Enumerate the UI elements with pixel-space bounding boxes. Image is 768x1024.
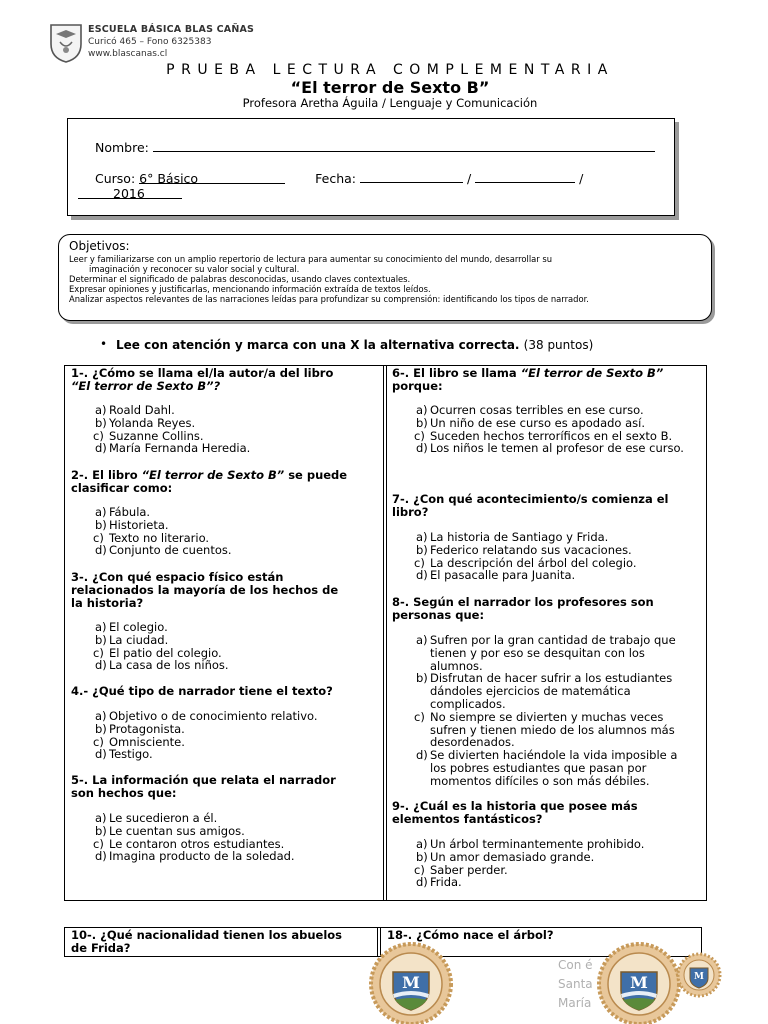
- footer-text: [558, 956, 593, 1013]
- question-10: [71, 929, 342, 955]
- question-3-line3: la historia?: [71, 595, 144, 610]
- objectives-heading: Objetivos:: [69, 239, 130, 253]
- instruction-text: Lee con atención y marca con una X la alternativa correcta.: [116, 338, 520, 352]
- question-5-options: [71, 812, 371, 863]
- page-title: PRUEBA LECTURA COMPLEMENTARIA: [166, 62, 614, 78]
- option-9b[interactable]: b) Un amor demasiado grande.: [416, 849, 595, 864]
- option-2b[interactable]: b) Historieta.: [95, 517, 169, 532]
- question-9-line2: elementos fantásticos?: [392, 811, 543, 826]
- question-9: [392, 800, 697, 826]
- footer-word-3: María: [558, 996, 592, 1010]
- question-3-line1: 3-. ¿Con qué espacio físico están: [71, 570, 284, 584]
- date-sep-2: /: [579, 171, 584, 186]
- option-8b[interactable]: b) Disfrutan de hacer sufrir a los estudiantes dándoles ejercicios de matemática complicados.: [416, 671, 673, 711]
- question-1-options: [71, 404, 371, 455]
- question-10-line1: 10-. ¿Qué nacionalidad tienen los abuelos: [71, 928, 343, 942]
- school-seal-small: [676, 952, 722, 998]
- option-1c[interactable]: c) Suzanne Collins.: [93, 428, 204, 443]
- footer-word-1: Con é: [558, 958, 593, 972]
- name-field[interactable]: [153, 139, 655, 152]
- question-2-book: “El terror de Sexto B”: [141, 468, 285, 482]
- question-5-line1: 5-. La información que relata el narrador: [71, 773, 336, 787]
- svg-text:M: M: [402, 973, 420, 992]
- school-web: www.blascanas.cl: [88, 49, 168, 59]
- option-3c[interactable]: c) El patio del colegio.: [93, 645, 222, 660]
- svg-text:M: M: [694, 972, 704, 982]
- objective-3: Expresar opiniones y justificarlas, mencionando información extraída de textos leídos.: [69, 284, 431, 294]
- option-5a[interactable]: a) Le sucedieron a él.: [95, 811, 218, 825]
- question-8-options: [392, 634, 682, 788]
- option-1d[interactable]: d) María Fernanda Heredia.: [95, 441, 251, 456]
- question-8-line1: 8-. Según el narrador los profesores son: [392, 595, 654, 609]
- question-7: [392, 493, 697, 519]
- option-4d[interactable]: d) Testigo.: [95, 747, 153, 762]
- option-2d[interactable]: d) Conjunto de cuentos.: [95, 543, 232, 558]
- question-6-line2: porque:: [392, 378, 443, 393]
- book-title: “El terror de Sexto B”: [290, 78, 490, 97]
- footer-word-2: Santa: [558, 977, 593, 991]
- school-code: Curicó 465 – Fono 6325383: [88, 37, 212, 47]
- option-7c[interactable]: c) La descripción del árbol del colegio.: [414, 555, 637, 570]
- name-row: [95, 139, 655, 155]
- option-6d[interactable]: d) Los niños le temen al profesor de ese curso.: [416, 441, 684, 456]
- questions-table: [64, 365, 707, 901]
- option-5c[interactable]: c) Le contaron otros estudiantes.: [93, 836, 285, 851]
- option-9a[interactable]: a) Un árbol terminantemente prohibido.: [416, 837, 645, 851]
- question-8-line2: personas que:: [392, 607, 485, 622]
- school-logo: [48, 22, 84, 64]
- option-5b[interactable]: b) Le cuentan sus amigos.: [95, 823, 245, 838]
- objective-1: Leer y familiarizarse con un amplio repertorio de lectura para aumentar su conocimiento del mundo, desarrollar su: [69, 254, 553, 264]
- svg-text:M: M: [630, 973, 648, 992]
- table-divider: [383, 366, 387, 900]
- year-row: [78, 186, 182, 201]
- question-6-book: “El terror de Sexto B”: [520, 366, 664, 380]
- school-seal-right: [596, 942, 682, 1024]
- question-6-options: [392, 404, 697, 455]
- school-name: ESCUELA BÁSICA BLAS CAÑAS: [88, 24, 255, 35]
- option-6c[interactable]: c) Suceden hechos terroríficos en el sexto B.: [414, 428, 673, 443]
- option-6b[interactable]: b) Un niño de ese curso es apodado así.: [416, 415, 646, 430]
- question-1-line1: 1-. ¿Cómo se llama el/la autor/a del libro: [71, 366, 334, 380]
- option-7b[interactable]: b) Federico relatando sus vacaciones.: [416, 542, 632, 557]
- date-year-field[interactable]: [78, 186, 182, 199]
- option-1b[interactable]: b) Yolanda Reyes.: [95, 415, 196, 430]
- school-info: [88, 24, 254, 60]
- option-9d[interactable]: d) Frida.: [416, 875, 462, 890]
- option-8a[interactable]: a) Sufren por la gran cantidad de trabajo que tienen y por eso se desquitan con los alumnos.: [416, 633, 676, 673]
- teacher-line: Profesora Aretha Águila / Lenguaje y Comunicación: [242, 96, 538, 110]
- question-7-options: [392, 531, 697, 582]
- question-3-line2: relacionados la mayoría de los hechos de: [71, 582, 339, 597]
- question-4-line1: 4.- ¿Qué tipo de narrador tiene el texto?: [71, 684, 333, 698]
- question-2-line1a: 2-. El libro: [71, 468, 142, 482]
- question-4: [71, 685, 371, 698]
- question-1: [71, 367, 371, 393]
- course-date-row: [95, 170, 583, 186]
- question-2-line2: clasificar como:: [71, 480, 173, 495]
- question-9-options: [392, 838, 697, 889]
- question-1-line2: “El terror de Sexto B”?: [71, 378, 221, 393]
- student-info-box: [67, 118, 675, 216]
- option-7d[interactable]: d) El pasacalle para Juanita.: [416, 568, 576, 583]
- question-6-line1a: 6-. El libro se llama: [392, 366, 521, 380]
- option-4b[interactable]: b) Protagonista.: [95, 721, 185, 736]
- instruction-points: (38 puntos): [523, 338, 594, 352]
- question-5-line2: son hechos que:: [71, 785, 177, 800]
- question-3-options: [71, 621, 371, 672]
- option-7a[interactable]: a) La historia de Santiago y Frida.: [416, 530, 609, 544]
- question-18: 18-. ¿Cómo nace el árbol?: [387, 928, 554, 942]
- objective-4: Analizar aspectos relevantes de las narraciones leídas para profundizar su comprensión: identificando los tipos de narrador.: [69, 294, 589, 304]
- option-5d[interactable]: d) Imagina producto de la soledad.: [95, 849, 295, 864]
- option-9c[interactable]: c) Saber perder.: [414, 862, 508, 877]
- question-3: [71, 571, 371, 609]
- question-4-options: [71, 710, 371, 761]
- course-label: Curso:: [95, 171, 136, 186]
- name-label: Nombre:: [95, 140, 149, 155]
- option-1a[interactable]: a) Roald Dahl.: [95, 403, 175, 417]
- year-value: 2016: [113, 186, 145, 201]
- option-6a[interactable]: a) Ocurren cosas terribles en ese curso.: [416, 403, 644, 417]
- question-2-options: [71, 506, 371, 557]
- question-2: [71, 469, 371, 495]
- objective-2: Determinar el significado de palabras desconocidas, usando claves contextuales.: [69, 274, 411, 284]
- course-value: 6° Básico: [139, 171, 199, 186]
- option-8c[interactable]: c) No siempre se divierten y muchas veces sufren y tienen miedo de los alumnos más desordenados.: [414, 709, 675, 750]
- option-2a[interactable]: a) Fábula.: [95, 505, 151, 519]
- objective-1b: imaginación y reconocer su valor social y cultural.: [89, 264, 300, 274]
- question-10-line2: de Frida?: [71, 940, 131, 955]
- question-8: [392, 596, 697, 622]
- objectives-box: [58, 234, 712, 321]
- question-2-line1c: se puede: [284, 468, 348, 482]
- option-3b[interactable]: b) La ciudad.: [95, 632, 169, 647]
- option-3d[interactable]: d) La casa de los niños.: [95, 658, 229, 673]
- instruction: [116, 338, 593, 352]
- instruction-bullet: •: [100, 337, 108, 351]
- question-5: [71, 774, 371, 800]
- date-label: Fecha:: [315, 171, 356, 186]
- option-3a[interactable]: a) El colegio.: [95, 620, 168, 634]
- date-day-field[interactable]: [360, 170, 463, 183]
- option-8d[interactable]: d) Se divierten haciéndole la vida imposible a los pobres estudiantes que pasan por momentos difíciles o son más débiles.: [416, 748, 678, 788]
- option-4a[interactable]: a) Objetivo o de conocimiento relativo.: [95, 709, 318, 723]
- question-7-line1: 7-. ¿Con qué acontecimiento/s comienza el: [392, 492, 669, 506]
- course-field[interactable]: [139, 171, 285, 184]
- date-month-field[interactable]: [475, 170, 575, 183]
- question-9-line1: 9-. ¿Cuál es la historia que posee más: [392, 799, 638, 813]
- question-7-line2: libro?: [392, 504, 429, 519]
- date-sep-1: /: [466, 171, 472, 186]
- question-6: [392, 367, 697, 393]
- option-4c[interactable]: c) Omnisciente.: [93, 734, 185, 749]
- school-seal-left: [368, 942, 454, 1024]
- option-2c[interactable]: c) Texto no literario.: [93, 530, 210, 545]
